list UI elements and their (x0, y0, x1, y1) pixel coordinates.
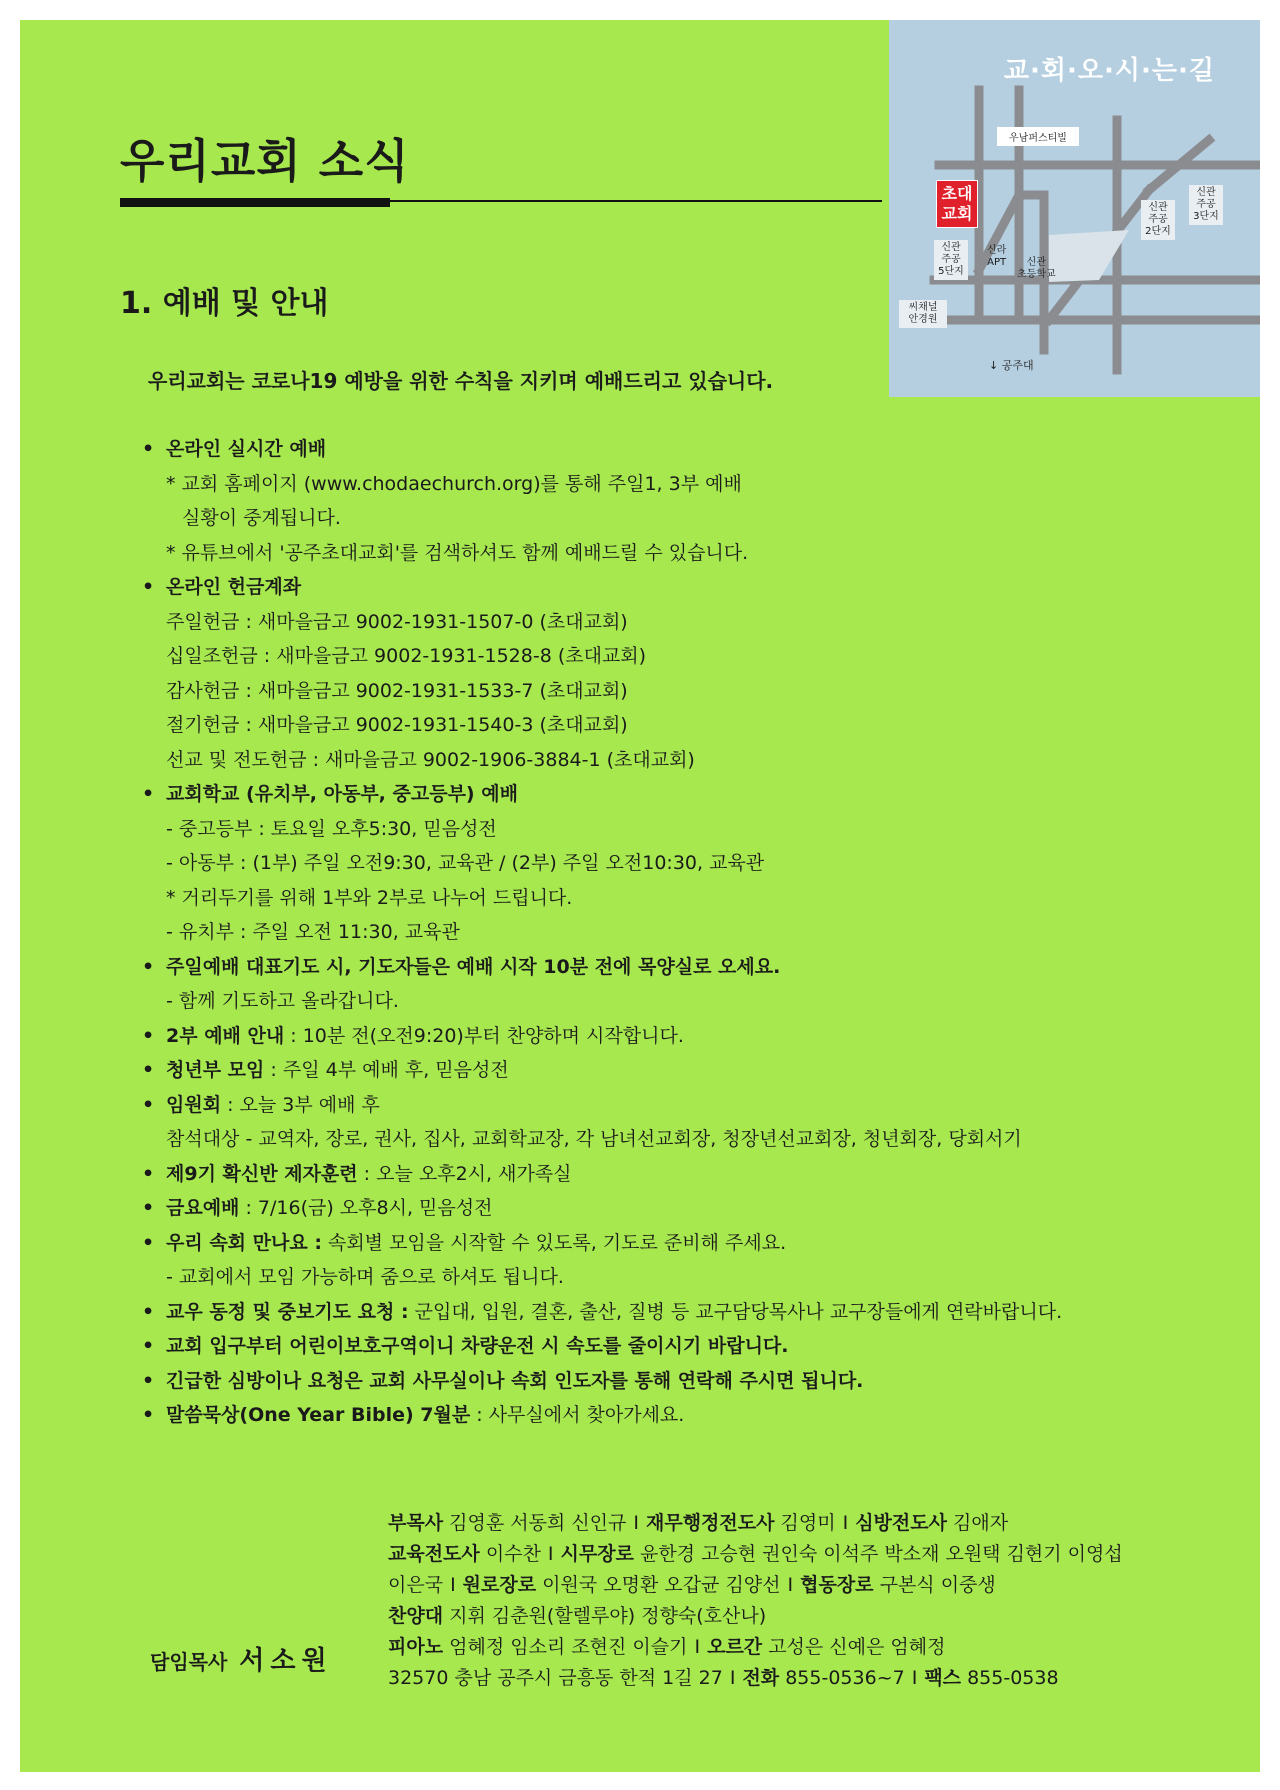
map-label-top: 우남퍼스티빌 (997, 127, 1079, 146)
title-underline (120, 198, 390, 207)
map-label-singwan5 (934, 240, 968, 280)
label-line: 주공 (941, 254, 961, 265)
label-line: APT (987, 257, 1007, 268)
page-title: 우리교회 소식 (120, 134, 410, 188)
notice-text: : 오늘 오후2시, 새가족실 (357, 1162, 572, 1185)
staff-names: 김영미 (780, 1512, 836, 1534)
staff-row (388, 1632, 1123, 1663)
staff-names: 이은국 (388, 1574, 444, 1596)
notice-line: * 거리두기를 위해 1부와 2부로 나누어 드립니다. (166, 886, 573, 909)
label-line: 3단지 (1193, 211, 1219, 222)
church-marker (936, 180, 978, 228)
staff-role: 재무행정전도사 (645, 1512, 775, 1534)
fax: 855-0538 (967, 1667, 1059, 1689)
separator: I (911, 1667, 918, 1689)
notice-online-worship: • 온라인 실시간 예배 (140, 432, 1100, 467)
notice-friday (140, 1191, 1100, 1226)
intro-text: 우리교회는 코로나19 예방을 위한 수칙을 지키며 예배드리고 있습니다. (148, 369, 774, 393)
map-label-silla-apt (987, 245, 1006, 269)
label-line: 안경원 (908, 314, 938, 325)
label-line: 2단지 (1145, 226, 1171, 237)
offering-account: 감사헌금 : 새마을금고 9002-1931-1533-7 (초대교회) (166, 679, 628, 702)
separator: I (787, 1574, 794, 1596)
label-line: 신관 (1196, 187, 1216, 198)
offering-account: 주일헌금 : 새마을금고 9002-1931-1507-0 (초대교회) (166, 610, 628, 633)
separator: I (450, 1574, 456, 1596)
staff-role: 교육전도사 (388, 1543, 480, 1565)
map-label-arrow: ↓ 공주대 (989, 359, 1034, 372)
notice-cell (140, 1226, 1100, 1261)
notice-line: 참석대상 - 교역자, 장로, 권사, 집사, 교회학교장, 각 남녀선교회장, 청장년선교회장, 청년회장, 당회서기 (166, 1128, 1022, 1150)
staff-row (388, 1508, 1123, 1539)
church-location-map (889, 20, 1260, 397)
notice-text: : 주일 4부 예배 후, 믿음성전 (264, 1059, 509, 1081)
label-line: 주공 (1196, 199, 1216, 210)
map-label-singwan-school (1017, 257, 1056, 281)
notice-text: : 7/16(금) 오후8시, 믿음성전 (239, 1197, 493, 1219)
phone: 855-0536~7 (785, 1667, 905, 1689)
notice-child-zone: • 교회 입구부터 어린이보호구역이니 차량운전 시 속도를 줄이시기 바랍니다. (140, 1329, 1100, 1364)
staff-role: 찬양대 (388, 1605, 444, 1627)
notice-label: 말씀묵상(One Year Bible) 7월분 (166, 1404, 471, 1426)
notice-line: - 중고등부 : 토요일 오후5:30, 믿음성전 (166, 817, 497, 840)
church-marker-line2: 교회 (941, 204, 973, 223)
notice-line: - 유치부 : 주일 오전 11:30, 교육관 (166, 921, 460, 943)
notice-line: - 함께 기도하고 올라갑니다. (166, 990, 399, 1012)
label-line: 주공 (1148, 214, 1168, 225)
notice-prayer: • 주일예배 대표기도 시, 기도자들은 예배 시작 10분 전에 목양실로 오세요. (140, 950, 1100, 985)
notice-training (140, 1157, 1100, 1192)
staff-names: 이원국 오명환 오갑균 김양선 (542, 1574, 781, 1596)
section-heading: 1. 예배 및 안내 (120, 286, 329, 321)
staff-role: 협동장로 (800, 1574, 874, 1596)
label-line: 신관 (1026, 257, 1046, 268)
staff-names: 윤한경 고승현 권인숙 이석주 박소재 오원택 김현기 이영섭 (639, 1543, 1123, 1565)
notice-label: 우리 속회 만나요 : (166, 1231, 322, 1254)
notice-youth (140, 1053, 1100, 1088)
offering-account: 십일조헌금 : 새마을금고 9002-1931-1528-8 (초대교회) (166, 645, 647, 667)
staff-row (388, 1570, 1123, 1601)
label-line: 씨채널 (908, 302, 938, 313)
pastor-label: 담임목사 (150, 1650, 228, 1674)
staff-names: 이수찬 (485, 1543, 541, 1565)
phone-label: 전화 (742, 1667, 780, 1689)
notice-second-service (140, 1019, 1100, 1054)
staff-role: 심방전도사 (855, 1512, 947, 1534)
label-line: 신라 (987, 245, 1007, 256)
label-line: 신관 (1148, 202, 1168, 213)
notice-school: • 교회학교 (유치부, 아동부, 중고등부) 예배 (140, 777, 1100, 812)
notice-bible (140, 1398, 1100, 1433)
notice-text: : 10분 전(오전9:20)부터 찬양하며 시작합니다. (284, 1024, 684, 1047)
notice-line: * 유튜브에서 '공주초대교회'를 검색하셔도 함께 예배드릴 수 있습니다. (166, 541, 749, 564)
offering-account: 절기헌금 : 새마을금고 9002-1931-1540-3 (초대교회) (166, 714, 628, 736)
staff-list (388, 1508, 1123, 1694)
staff-role: 피아노 (388, 1636, 444, 1658)
staff-names: 김영훈 서동희 신인규 (449, 1512, 627, 1534)
staff-names: 구본식 이중생 (879, 1574, 996, 1596)
notice-label: 임원회 (166, 1093, 222, 1116)
staff-row (388, 1601, 1123, 1632)
notice-text: : 오늘 3부 예배 후 (221, 1093, 380, 1116)
fax-label: 팩스 (924, 1667, 962, 1689)
separator: I (842, 1512, 849, 1534)
separator: I (694, 1636, 701, 1658)
staff-role: 원로장로 (462, 1574, 537, 1596)
label-line: 신관 (941, 242, 961, 253)
staff-row (388, 1539, 1123, 1570)
senior-pastor (150, 1640, 333, 1677)
notice-text: : 사무실에서 찾아가세요. (470, 1404, 685, 1426)
notice-line: * 교회 홈페이지 (www.chodaechurch.org)를 통해 주일1, 3부 예배 (166, 472, 742, 495)
notice-label: 청년부 모임 (166, 1059, 265, 1081)
notice-officers (140, 1088, 1100, 1123)
address: 32570 충남 공주시 금흥동 한적 1길 27 (388, 1667, 723, 1689)
label-line: 5단지 (938, 266, 964, 277)
notice-list (140, 432, 1100, 1433)
label-line: 초등학교 (1017, 269, 1056, 280)
notice-label: 금요예배 (166, 1197, 240, 1219)
separator: I (547, 1543, 554, 1565)
map-label-singwan2 (1141, 200, 1175, 240)
notice-offering: • 온라인 헌금계좌 (140, 570, 1100, 605)
contact-row (388, 1663, 1123, 1694)
notice-visit: • 긴급한 심방이나 요청은 교회 사무실이나 속회 인도자를 통해 연락해 주시면 됩니다. (140, 1364, 1100, 1399)
map-label-ssichaenul (899, 300, 947, 328)
separator: I (633, 1512, 639, 1534)
notice-text: 속회별 모임을 시작할 수 있도록, 기도로 준비해 주세요. (321, 1231, 787, 1254)
notice-label: 제9기 확신반 제자훈련 (166, 1162, 358, 1185)
notice-line: - 교회에서 모임 가능하며 줌으로 하셔도 됩니다. (166, 1266, 564, 1288)
staff-names: 고성은 신예은 엄혜정 (768, 1636, 946, 1658)
notice-label: 2부 예배 안내 (166, 1024, 285, 1047)
staff-names: 지휘 김춘원(할렐루야) 정향숙(호산나) (449, 1605, 767, 1627)
staff-role: 부목사 (388, 1512, 444, 1534)
pastor-name: 서소원 (239, 1646, 333, 1676)
notice-line: - 아동부 : (1부) 주일 오전9:30, 교육관 / (2부) 주일 오전10:30, 교육관 (166, 852, 765, 874)
notice-text: 군입대, 입원, 결혼, 출산, 질병 등 교구담당목사나 교구장들에게 연락바랍니다. (408, 1300, 1063, 1323)
staff-names: 엄혜정 임소리 조현진 이슬기 (449, 1636, 688, 1658)
map-title: 교·회·오·시·는·길 (1003, 56, 1215, 86)
notice-label: 교우 동정 및 중보기도 요청 : (166, 1300, 409, 1323)
separator: I (729, 1667, 736, 1689)
map-label-singwan3 (1189, 185, 1223, 225)
church-marker-line1: 초대 (941, 184, 973, 203)
staff-role: 시무장로 (560, 1543, 634, 1565)
staff-role: 오르간 (707, 1636, 763, 1658)
staff-names: 김애자 (953, 1512, 1009, 1534)
offering-account: 선교 및 전도헌금 : 새마을금고 9002-1906-3884-1 (초대교회) (166, 748, 695, 771)
notice-line: 실황이 중계됩니다. (182, 507, 341, 529)
notice-sympathy (140, 1295, 1100, 1330)
